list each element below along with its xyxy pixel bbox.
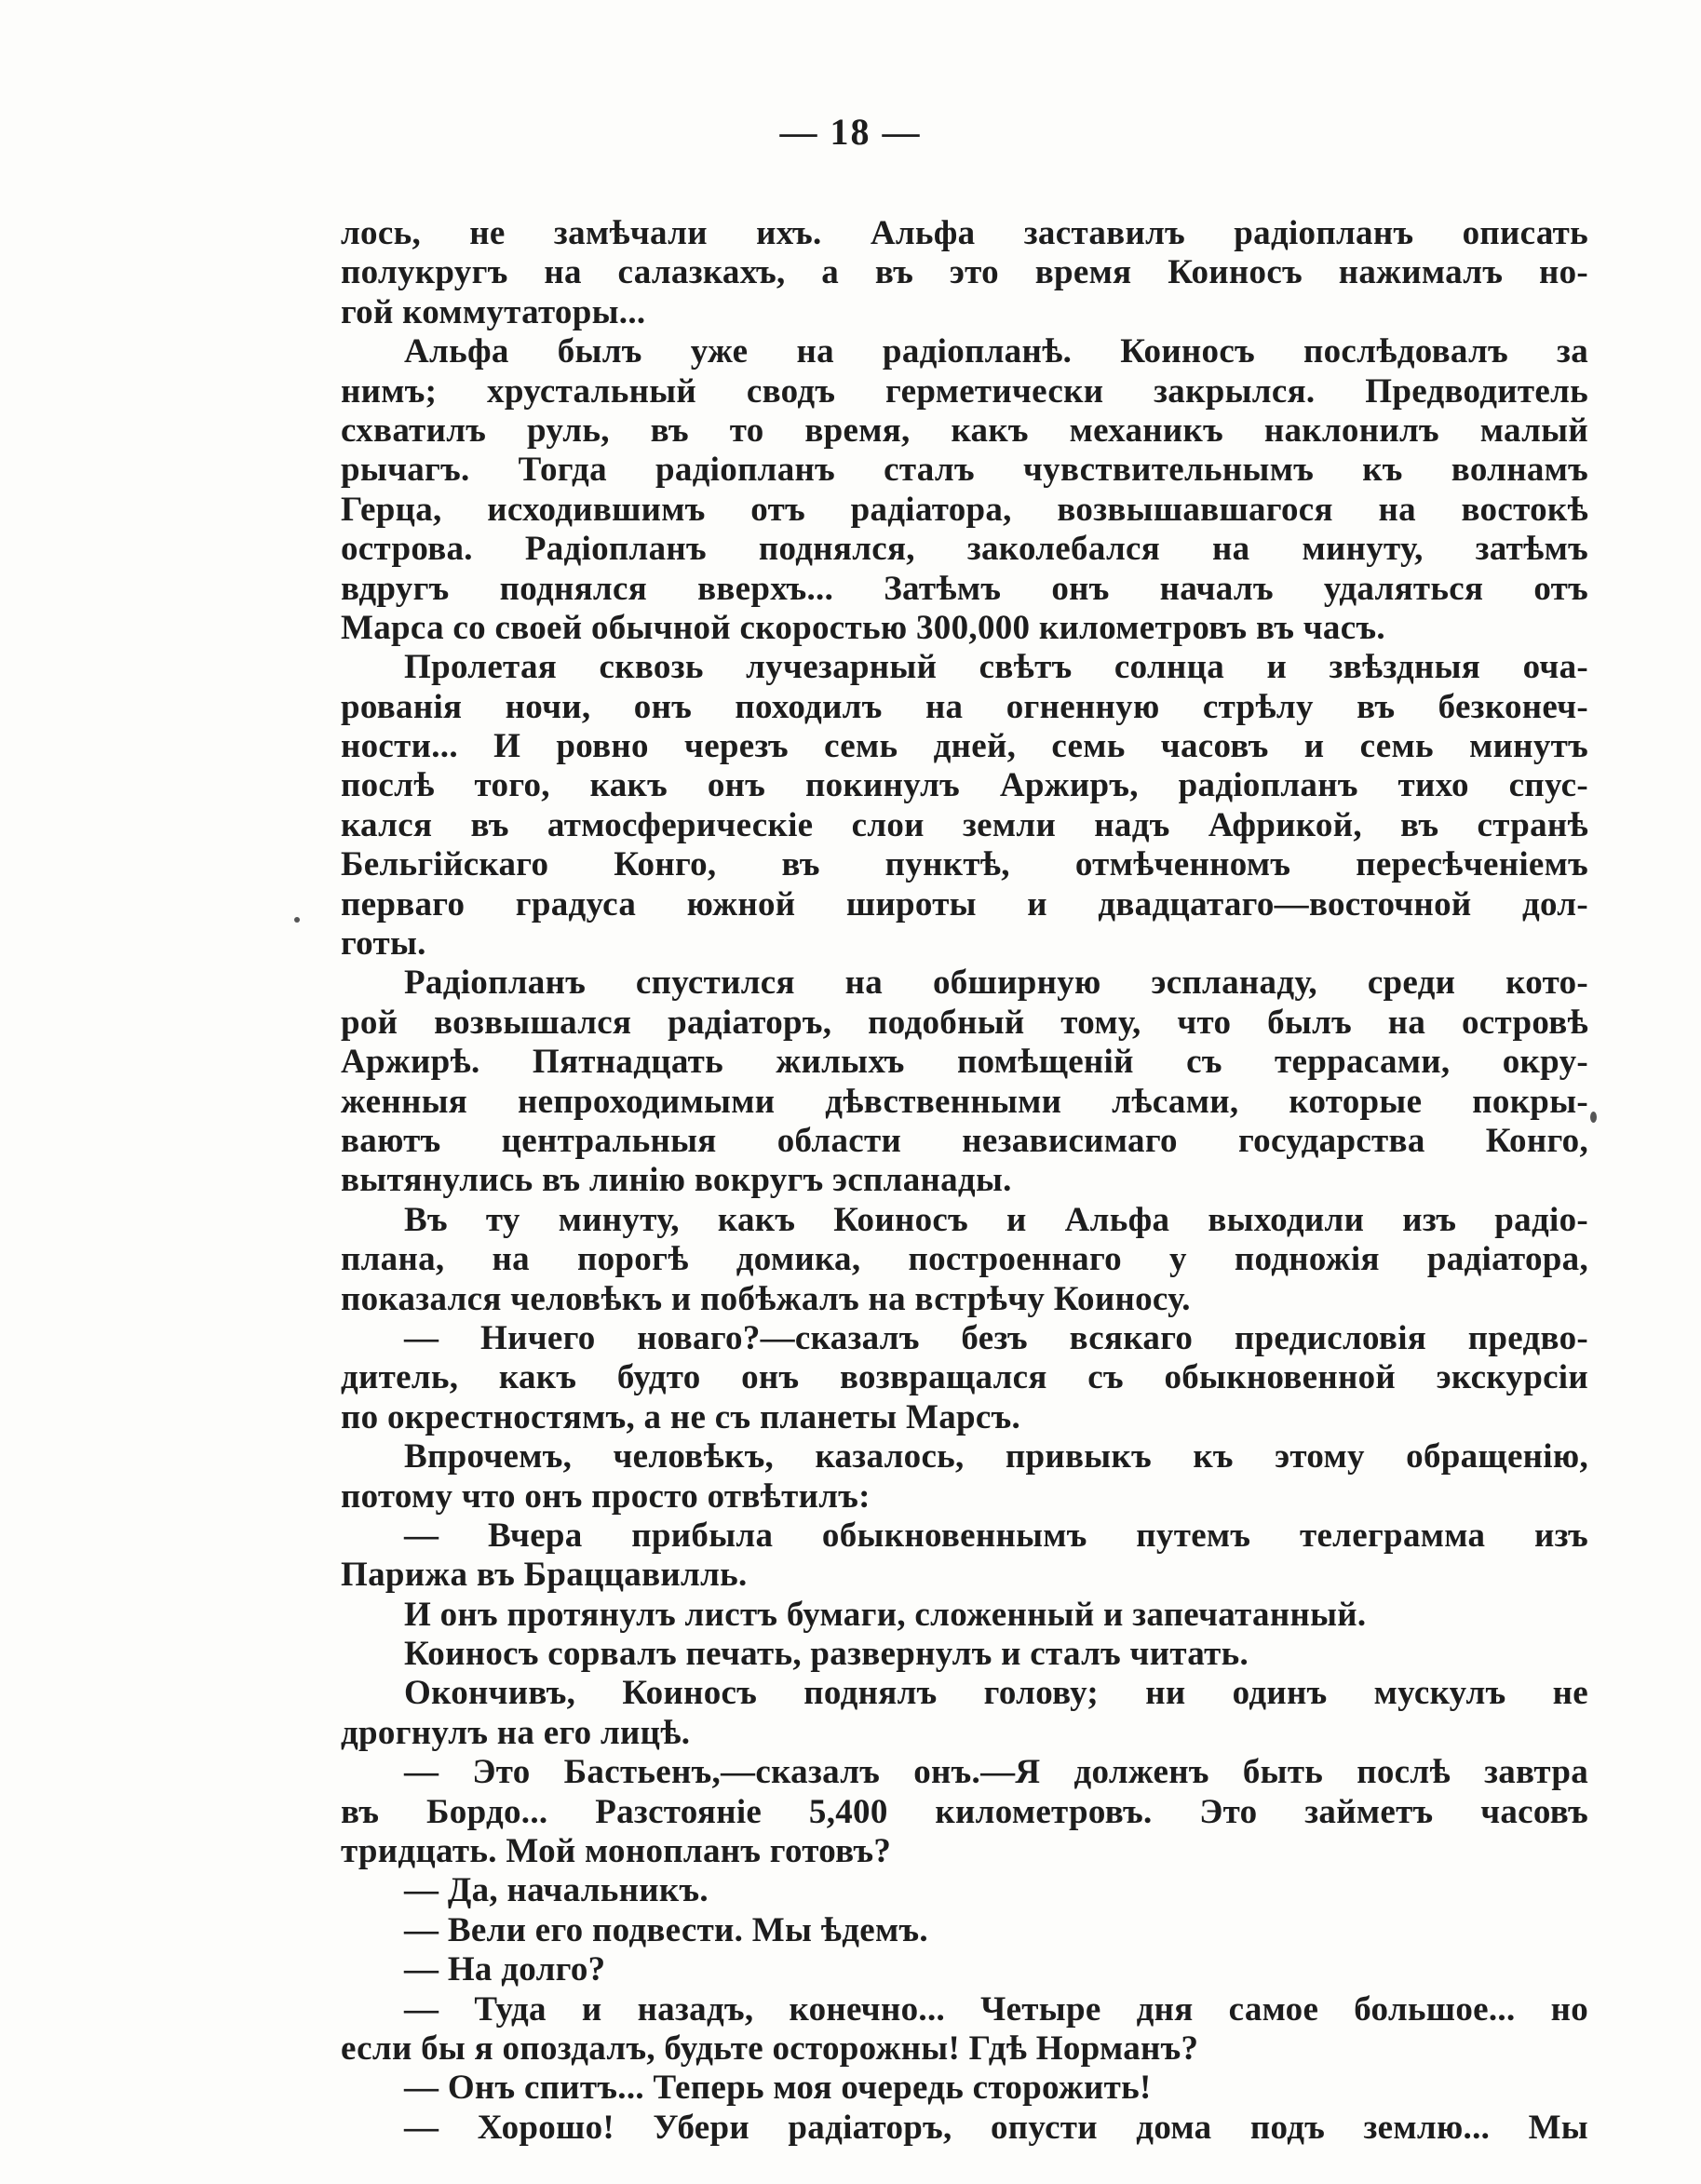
text-line: схватилъ руль, въ то время, какъ механикъ наклонилъ малый <box>341 411 1588 450</box>
text-line: по окрестностямъ, а не съ планеты Марсъ. <box>341 1397 1021 1436</box>
paragraph <box>341 1674 1588 1753</box>
text-line: потому что онъ просто отвѣтилъ: <box>341 1476 871 1516</box>
text-line: — Ничего новаго?—сказалъ безъ всякаго предисловія предво- <box>404 1318 1588 1357</box>
paragraph <box>341 1635 1588 1674</box>
text-line: послѣ того, какъ онъ покинулъ Аржиръ, радіопланъ тихо спус- <box>341 766 1588 805</box>
text-line: перваго градуса южной широты и двадцатаго—восточной дол- <box>341 884 1588 923</box>
text-line: Пролетая сквозь лучезарный свѣтъ солнца и звѣздныя оча- <box>404 648 1588 687</box>
text-line: Аржирѣ. Пятнадцать жилыхъ помѣщеній съ террасами, окру- <box>341 1043 1588 1082</box>
paragraph <box>341 1596 1588 1635</box>
paragraph <box>341 332 1588 648</box>
text-line: Окончивъ, Коиносъ поднялъ голову; ни одинъ мускулъ не <box>404 1674 1588 1713</box>
text-line: Впрочемъ, человѣкъ, казалось, привыкъ къ этому обращенію, <box>404 1437 1588 1476</box>
text-line: готы. <box>341 924 426 964</box>
text-line: — Это Бастьенъ,—сказалъ онъ.—Я долженъ быть послѣ завтра <box>404 1753 1588 1792</box>
text-line: лось, не замѣчали ихъ. Альфа заставилъ радіопланъ описать <box>341 214 1588 252</box>
text-line: вдругъ поднялся вверхъ... Затѣмъ онъ началъ удаляться отъ <box>341 569 1588 608</box>
text-line: Марса со своей обычной скоростью 300,000 километровъ въ часъ. <box>341 608 1385 647</box>
text-line: тридцать. Мой монопланъ готовъ? <box>341 1832 892 1871</box>
page-number: — 18 — <box>779 111 922 153</box>
text-line: ности... И ровно черезъ семь дней, семь часовъ и семь минутъ <box>341 727 1588 766</box>
paragraph <box>341 1319 1588 1437</box>
text-line: плана, на порогѣ домика, построеннаго у подножія радіатора, <box>341 1240 1588 1279</box>
paragraph <box>341 1437 1588 1517</box>
text-line: рой возвышался радіаторъ, подобный тому, что былъ на островѣ <box>341 1003 1588 1042</box>
text-line: — Да, начальникъ. <box>404 1871 709 1910</box>
paragraph <box>341 1911 1588 1950</box>
text-line: гой коммутаторы... <box>341 292 646 331</box>
paragraph <box>341 214 1588 332</box>
text-line: — На долго? <box>404 1950 606 1989</box>
paragraph <box>341 1753 1588 1871</box>
text-line: ваютъ центральныя области независимаго государства Конго, <box>341 1121 1588 1160</box>
text-line: — Онъ спитъ... Теперь моя очередь сторожить! <box>404 2069 1152 2108</box>
text-line: кался въ атмосферическіе слои земли надъ Африкой, въ странѣ <box>341 805 1588 844</box>
text-line: женныя непроходимыми дѣвственными лѣсами, которые покры- <box>341 1082 1588 1121</box>
paragraph <box>341 1871 1588 1910</box>
text-line: показался человѣкъ и побѣжалъ на встрѣчу Коиносу. <box>341 1279 1191 1318</box>
paragraph <box>341 1990 1588 2069</box>
text-line: — Хорошо! Убери радіаторъ, опусти дома подъ землю... Мы <box>404 2108 1588 2147</box>
paragraph <box>341 964 1588 1200</box>
text-line: въ Бордо... Разстояніе 5,400 километровъ. Это займетъ часовъ <box>341 1792 1588 1831</box>
paragraph <box>341 1950 1588 1989</box>
text-line: нимъ; хрустальный сводъ герметически закрылся. Предводитель <box>341 371 1588 411</box>
text-line: дрогнулъ на его лицѣ. <box>341 1713 691 1752</box>
text-line: — Вели его подвести. Мы ѣдемъ. <box>404 1910 928 1949</box>
text-line: если бы я опоздалъ, будьте осторожны! Гдѣ Норманъ? <box>341 2029 1199 2068</box>
text-line: Парижа въ Браццавилль. <box>341 1556 748 1595</box>
body-text <box>341 214 1588 2148</box>
text-line: дитель, какъ будто онъ возвращался съ обыкновенной экскурсіи <box>341 1358 1588 1397</box>
text-line: рычагъ. Тогда радіопланъ сталъ чувствительнымъ къ волнамъ <box>341 451 1588 490</box>
scan-speck <box>1590 1112 1597 1123</box>
text-line: вытянулись въ линію вокругъ эспланады. <box>341 1161 1012 1200</box>
text-line: — Туда и назадъ, конечно... Четыре дня самое большое... но <box>404 1989 1588 2029</box>
text-line: полукругъ на салазкахъ, а въ это время Коиносъ нажималъ но- <box>341 253 1588 292</box>
text-line: — Вчера прибыла обыкновеннымъ путемъ телеграмма изъ <box>404 1516 1588 1555</box>
text-line: Коиносъ сорвалъ печать, развернулъ и сталъ читать. <box>404 1635 1249 1674</box>
paragraph <box>341 2069 1588 2108</box>
paragraph <box>341 1517 1588 1596</box>
paragraph <box>341 1201 1588 1319</box>
text-line: рованія ночи, онъ походилъ на огненную стрѣлу въ безконеч- <box>341 687 1588 726</box>
text-line: Герца, исходившимъ отъ радіатора, возвышавшагося на востокѣ <box>341 490 1588 529</box>
text-line: И онъ протянулъ листъ бумаги, сложенный и запечатанный. <box>404 1595 1367 1634</box>
scan-speck <box>294 917 300 923</box>
text-line: Альфа былъ уже на радіопланѣ. Коиносъ послѣдовалъ за <box>404 332 1588 371</box>
text-line: Бельгійскаго Конго, въ пунктѣ, отмѣченномъ пересѣченіемъ <box>341 845 1588 884</box>
text-line: острова. Радіопланъ поднялся, заколебался на минуту, затѣмъ <box>341 530 1588 569</box>
text-line: Въ ту минуту, какъ Коиносъ и Альфа выходили изъ радіо- <box>404 1200 1588 1239</box>
paragraph <box>341 2109 1588 2148</box>
text-line: Радіопланъ спустился на обширную эспланаду, среди кото- <box>404 964 1588 1003</box>
paragraph <box>341 648 1588 964</box>
